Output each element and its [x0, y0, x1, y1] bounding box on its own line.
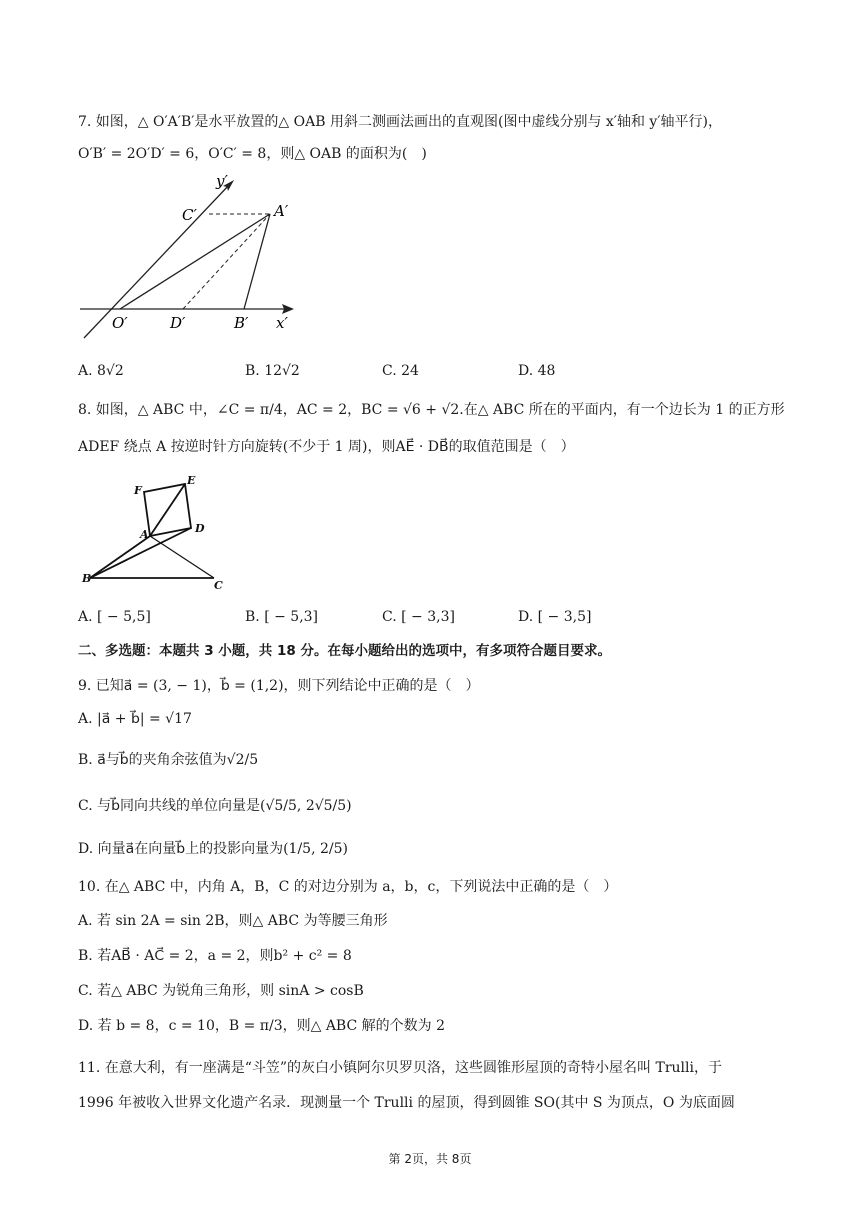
q9-option-b: B. a⃗与b⃗的夹角余弦值为√2/5: [78, 752, 259, 768]
q8-stem-line1: 8. 如图，△ ABC 中，∠C = π/4，AC = 2，BC = √6 + √2.在△ ABC 所在的平面内，有一个边长为 1 的正方形: [78, 402, 785, 418]
q8-stem-line2: ADEF 绕点 A 按逆时针方向旋转(不少于 1 周)，则AE⃗ · DB⃗的取值范围是（ ）: [78, 439, 575, 455]
label-a: A′: [274, 202, 289, 220]
label-y: y′: [216, 172, 228, 190]
label-b: B′: [234, 314, 249, 332]
label-d: D′: [170, 314, 186, 332]
q10-option-d: D. 若 b = 8，c = 10，B = π/3，则△ ABC 解的个数为 2: [78, 1018, 446, 1034]
q10-stem: 10. 在△ ABC 中，内角 A，B，C 的对边分别为 a，b，c，下列说法中正确的是（ ）: [78, 879, 618, 895]
label-a: A: [140, 528, 149, 541]
q8-option-c: C. [ − 3,3]: [382, 609, 455, 625]
q7-figure: [76, 170, 306, 342]
q9-option-c: C. 与b⃗同向共线的单位向量是(√5/5, 2√5/5): [78, 798, 352, 814]
q11-stem-line2: 1996 年被收入世界文化遗产名录．现测量一个 Trulli 的屋顶，得到圆锥 SO(其中 S 为顶点，O 为底面圆: [78, 1095, 735, 1111]
q10-option-b: B. 若AB⃗ · AC⃗ = 2，a = 2，则b² + c² = 8: [78, 948, 352, 964]
q10-option-c: C. 若△ ABC 为锐角三角形，则 sinA > cosB: [78, 983, 364, 999]
q11-stem-line1: 11. 在意大利，有一座满是“斗笠”的灰白小镇阿尔贝罗贝洛，这些圆锥形屋顶的奇特小屋名叫 Trulli，于: [78, 1060, 722, 1076]
label-c: C: [214, 579, 223, 592]
q8-option-d: D. [ − 3,5]: [518, 609, 592, 625]
q8-option-a: A. [ − 5,5]: [78, 609, 151, 625]
q7-option-b: B. 12√2: [245, 363, 300, 379]
diagonal-ae: [150, 484, 185, 536]
label-f: F: [134, 484, 142, 497]
label-e: E: [187, 474, 196, 487]
q7-option-c: C. 24: [382, 363, 419, 379]
q7-stem-line2: O′B′ = 2O′D′ = 6，O′C′ = 8，则△ OAB 的面积为( ): [78, 146, 427, 162]
segment-ab: [90, 536, 150, 578]
q8-option-b: B. [ − 5,3]: [245, 609, 319, 625]
label-c: C′: [182, 206, 197, 224]
page-footer: 第 2页，共 8页: [388, 1152, 472, 1166]
q7-option-a: A. 8√2: [78, 363, 124, 379]
label-d: D: [195, 522, 205, 535]
q10-option-a: A. 若 sin 2A = sin 2B，则△ ABC 为等腰三角形: [78, 913, 388, 929]
section-heading: 二、多选题：本题共 3 小题，共 18 分。在每小题给出的选项中，有多项符合题目要求。: [78, 643, 611, 659]
q7-option-d: D. 48: [518, 363, 556, 379]
label-x: x′: [276, 314, 288, 332]
label-b: B: [82, 572, 92, 585]
y-axis-line: [84, 184, 230, 338]
q9-option-d: D. 向量a⃗在向量b⃗上的投影向量为(1/5, 2/5): [78, 841, 348, 857]
q7-stem-line1: 7. 如图，△ O′A′B′是水平放置的△ OAB 用斜二测画法画出的直观图(图中虚线分别与 x′轴和 y′轴平行)，: [78, 114, 722, 130]
segment-ac: [150, 536, 214, 578]
label-o: O′: [112, 314, 128, 332]
q8-figure: [80, 472, 230, 594]
q9-stem: 9. 已知a⃗ = (3, − 1)，b⃗ = (1,2)，则下列结论中正确的是（ ）: [78, 678, 480, 694]
q9-option-a: A. |a⃗ + b⃗| = √17: [78, 711, 192, 727]
